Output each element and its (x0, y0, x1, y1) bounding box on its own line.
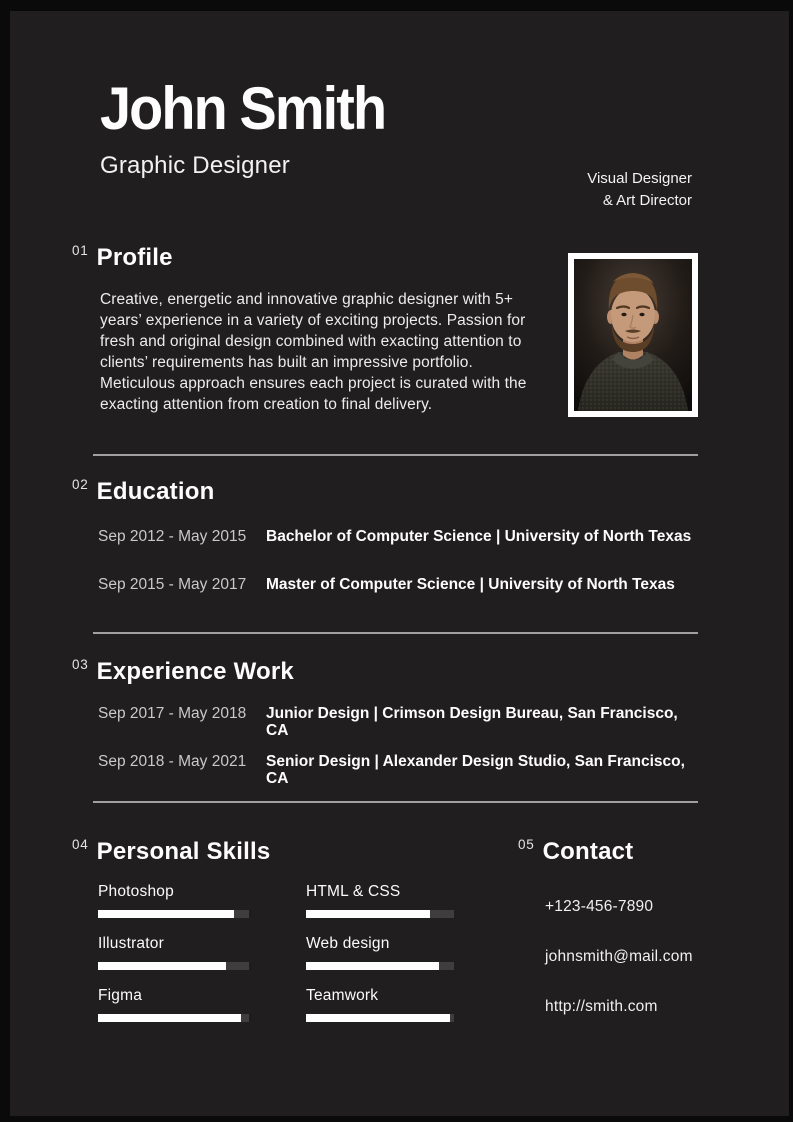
skill-bar-fill (306, 1014, 450, 1022)
education-dates: Sep 2012 - May 2015 (98, 528, 247, 545)
section-header-contact (518, 835, 633, 864)
skill-bar-track (306, 962, 454, 970)
skill-bar-track (98, 1014, 249, 1022)
skill-item (98, 936, 249, 970)
education-row (98, 576, 700, 593)
section-number-education: 02 (72, 477, 89, 492)
skill-item (306, 936, 454, 970)
experience-dates: Sep 2017 - May 2018 (98, 705, 247, 722)
section-number-skills: 04 (72, 837, 89, 852)
skill-bar-fill (98, 1014, 241, 1022)
skill-bar-fill (98, 910, 234, 918)
skill-label: Teamwork (306, 987, 379, 1004)
skill-bar-fill (306, 910, 430, 918)
skill-label: Illustrator (98, 935, 164, 952)
section-number-experience: 03 (72, 657, 89, 672)
skill-item (306, 884, 454, 918)
contact-phone: +123-456-7890 (545, 898, 654, 915)
contact-website: http://smith.com (545, 998, 658, 1015)
skill-bar-fill (98, 962, 226, 970)
experience-detail: Senior Design | Alexander Design Studio, San Francisco, CA (266, 753, 685, 787)
section-divider (93, 801, 698, 803)
experience-detail: Junior Design | Crimson Design Bureau, San Francisco, CA (266, 705, 678, 739)
contact-email: johnsmith@mail.com (545, 948, 693, 965)
education-detail: Bachelor of Computer Science | University of North Texas (266, 528, 692, 545)
person-name: John Smith (100, 75, 386, 142)
skill-bar-fill (306, 962, 439, 970)
skill-bar-track (98, 962, 249, 970)
experience-row (98, 753, 700, 787)
portrait-illustration (574, 259, 692, 411)
education-row (98, 528, 700, 545)
experience-row (98, 705, 700, 739)
education-detail: Master of Computer Science | University of North Texas (266, 576, 675, 593)
skill-item (98, 988, 249, 1022)
section-title-contact: Contact (542, 838, 634, 865)
skill-label: HTML & CSS (306, 883, 401, 900)
education-dates: Sep 2015 - May 2017 (98, 576, 247, 593)
section-header-experience (72, 655, 294, 684)
section-title-education: Education (96, 478, 215, 505)
skill-label: Figma (98, 987, 143, 1004)
skill-bar-track (98, 910, 249, 918)
section-title-experience: Experience Work (96, 658, 294, 685)
profile-summary-text: Creative, energetic and innovative graphic designer with 5+ years’ experience in a variety of exciting projects. Passion for fresh and original design combined with exacting attention to clients’ requirements has built an impressive portfolio. Meticulous approach ensures each project is curated with the exacting attention from creation to final delivery. (100, 291, 527, 413)
section-title-skills: Personal Skills (96, 838, 271, 865)
skill-bar-track (306, 1014, 454, 1022)
profile-photo (568, 253, 698, 417)
skill-label: Web design (306, 935, 390, 952)
section-divider (93, 632, 698, 634)
section-number-contact: 05 (518, 837, 535, 852)
skill-label: Photoshop (98, 883, 174, 900)
experience-dates: Sep 2018 - May 2021 (98, 753, 247, 770)
section-number-profile: 01 (72, 243, 89, 258)
tagline-line-1: Visual Designer (587, 170, 692, 187)
tagline (587, 168, 692, 211)
section-title-profile: Profile (96, 244, 173, 271)
tagline-line-2: & Art Director (602, 191, 692, 209)
person-role: Graphic Designer (100, 152, 290, 179)
skill-item (306, 988, 454, 1022)
section-header-skills (72, 835, 270, 864)
section-header-profile (72, 241, 173, 270)
section-divider (93, 454, 698, 456)
skill-bar-track (306, 910, 454, 918)
section-header-education (72, 475, 214, 504)
skill-item (98, 884, 249, 918)
